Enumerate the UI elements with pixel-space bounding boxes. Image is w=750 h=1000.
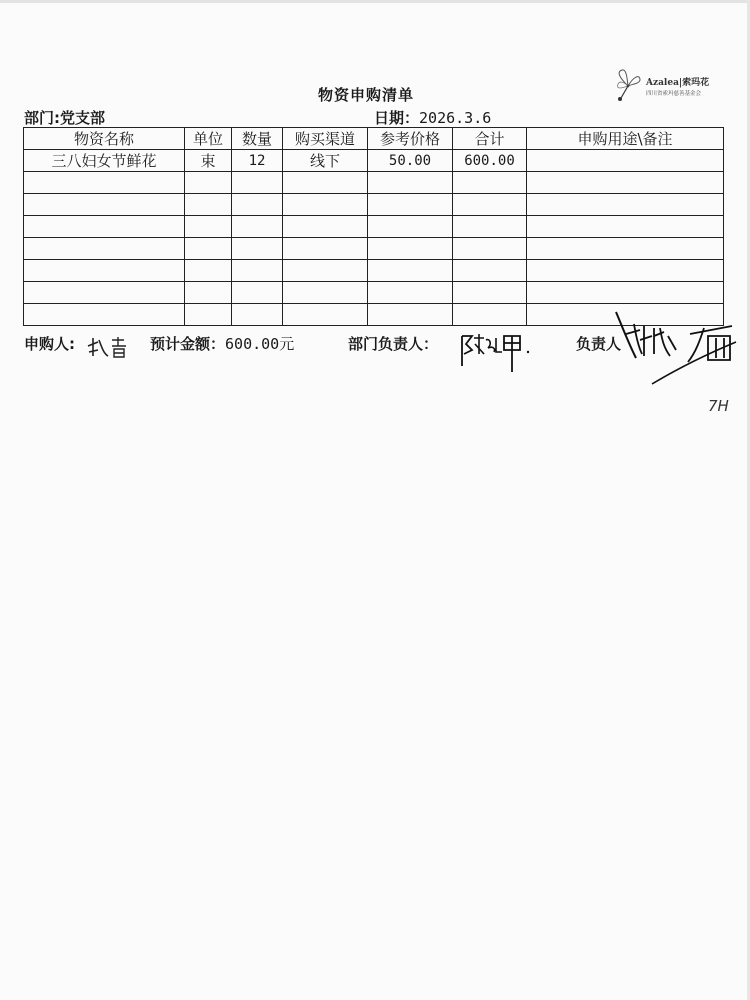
table-cell [185,194,232,216]
budget-value: 600.00元 [225,335,295,353]
table-cell [24,194,185,216]
budget-field [150,333,294,354]
table-cell [453,238,527,260]
table-cell [527,194,724,216]
dept-head-signature [458,330,534,374]
cell-ref-price: 50.00 [368,150,453,172]
applicant-signature [86,334,130,360]
table-cell [185,216,232,238]
header-total: 合计 [453,128,527,150]
table-cell [24,260,185,282]
table-row [24,194,724,216]
table-cell [453,172,527,194]
table-cell [368,238,453,260]
form-title: 物资申购清单 [318,86,415,104]
date-value: 2026.3.6 [419,109,492,127]
table-cell [24,216,185,238]
logo-name: Azalea|索玛花 [646,78,710,88]
table-cell [368,304,453,326]
table-cell [185,260,232,282]
table-cell [453,282,527,304]
table-cell [185,172,232,194]
table-cell [185,304,232,326]
table-header-row [24,128,724,150]
table-cell [283,238,368,260]
table-cell [453,216,527,238]
table-cell [283,260,368,282]
table-row [24,238,724,260]
table-cell [527,216,724,238]
table-cell [368,172,453,194]
header-quantity: 数量 [232,128,283,150]
table-cell [527,238,724,260]
dept-head-label: 部门负责人： [348,335,439,353]
cell-item-name: 三八妇女节鲜花 [24,150,185,172]
cell-quantity: 12 [232,150,283,172]
table-cell [283,172,368,194]
cell-channel: 线下 [283,150,368,172]
table-cell [283,282,368,304]
table-cell [232,172,283,194]
scan-edge [0,0,750,3]
date-field [374,107,491,128]
cell-purpose [527,150,724,172]
cell-unit: 束 [185,150,232,172]
header-channel: 购买渠道 [283,128,368,150]
table-cell [232,282,283,304]
head-label: 负责人 [576,335,622,353]
department-field: 部门:党支部 [24,109,105,127]
head-signature [612,306,744,388]
table-cell [232,260,283,282]
table-row [24,260,724,282]
table-cell [24,172,185,194]
page-annotation: 7H [708,397,729,415]
table-cell [368,260,453,282]
logo-subtitle: 四川省索玛慈善基金会 [646,91,702,97]
budget-label: 预计金额： [150,335,226,353]
table-cell [453,194,527,216]
header-purpose: 申购用途\备注 [527,128,724,150]
table-cell [283,216,368,238]
header-item-name: 物资名称 [24,128,185,150]
table-cell [185,282,232,304]
purchase-table [23,127,724,326]
table-cell [368,282,453,304]
table-cell [24,282,185,304]
table-row [24,172,724,194]
table-cell [368,216,453,238]
header-unit: 单位 [185,128,232,150]
table-cell [453,304,527,326]
table-cell [24,238,185,260]
table-row [24,216,724,238]
table-cell [527,260,724,282]
applicant-label: 申购人: [24,335,75,353]
table-cell [185,238,232,260]
table-cell [527,172,724,194]
table-cell [283,194,368,216]
table-cell [24,304,185,326]
foundation-logo [612,66,727,104]
table-cell [283,304,368,326]
header-ref-price: 参考价格 [368,128,453,150]
table-cell [232,304,283,326]
table-cell [453,260,527,282]
cell-total: 600.00 [453,150,527,172]
table-cell [232,238,283,260]
table-row [24,282,724,304]
table-row [24,150,724,172]
table-cell [527,282,724,304]
table-cell [232,194,283,216]
azalea-flower-icon [612,66,644,102]
table-cell [368,194,453,216]
date-label: 日期： [374,109,420,127]
table-cell [232,216,283,238]
